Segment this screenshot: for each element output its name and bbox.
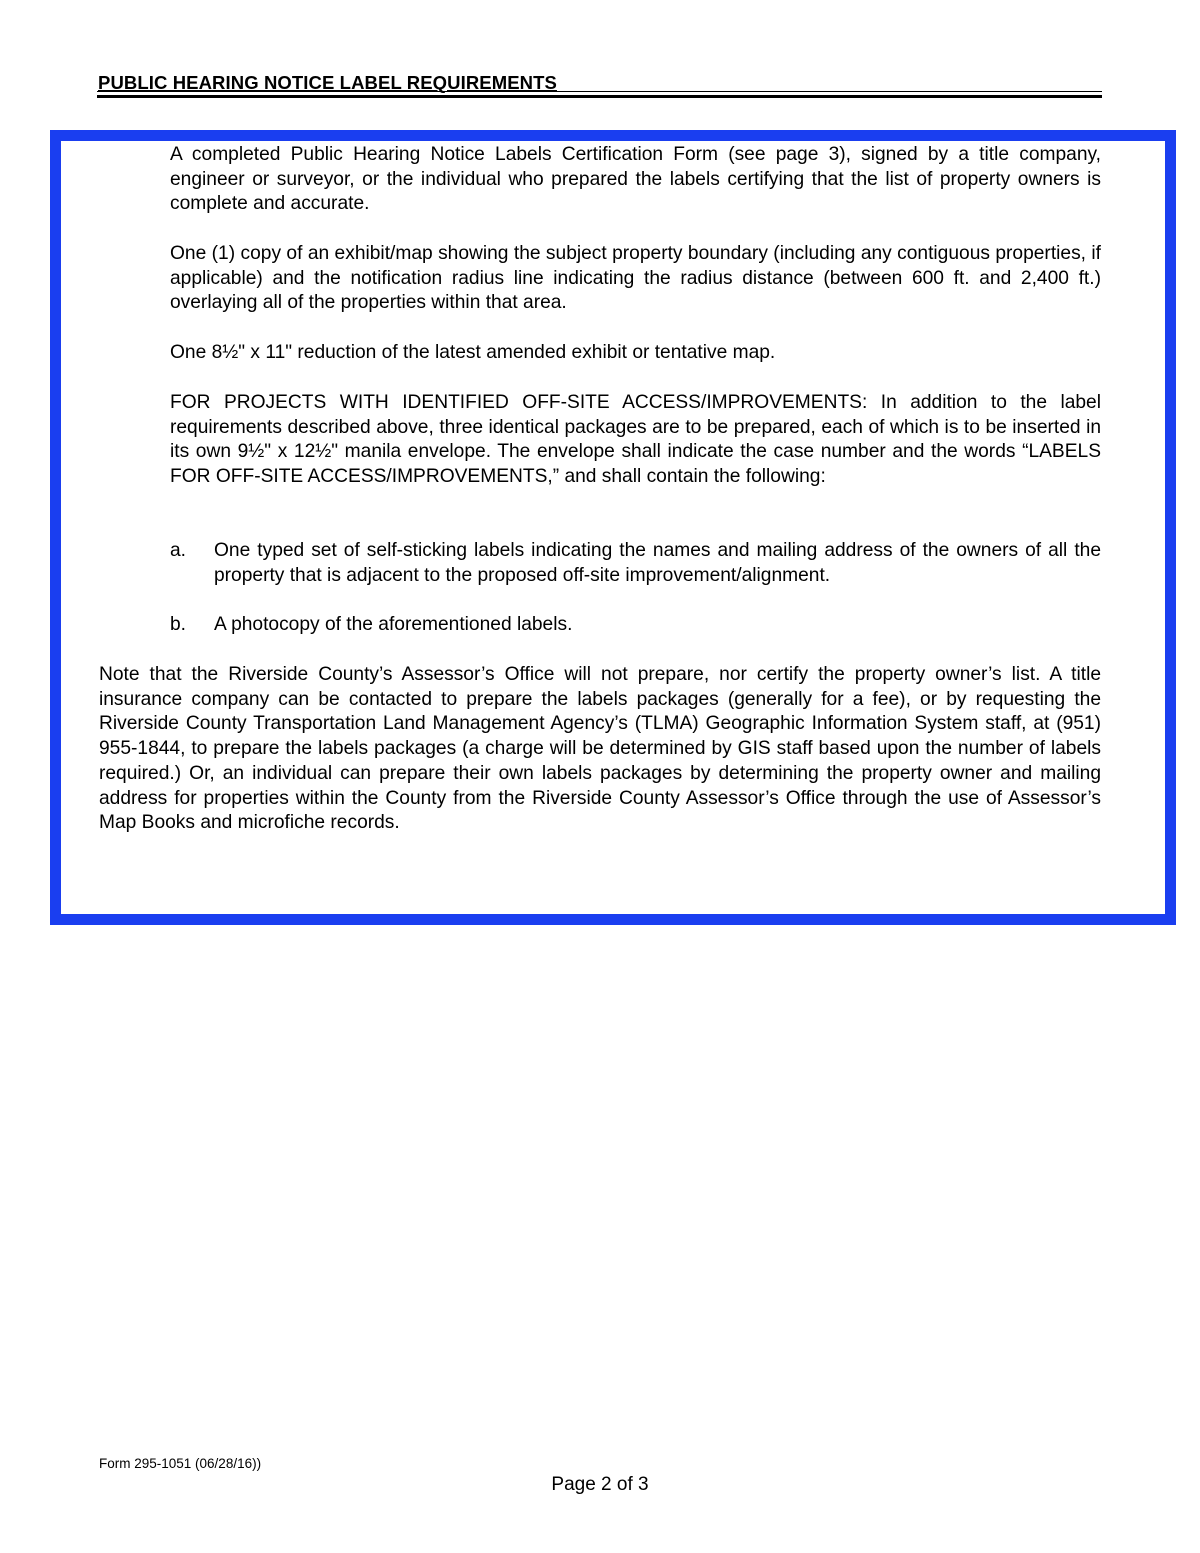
form-number: Form 295-1051 (06/28/16)) <box>99 1456 262 1471</box>
list-marker: a. <box>170 540 187 561</box>
header-rule-thick <box>97 95 1102 98</box>
list-item-text: One typed set of self-sticking labels indicating the names and mailing address of the owners of all the property that is adjacent to the proposed off-site improvement/alignment. <box>214 540 1101 586</box>
certification-form-paragraph: A completed Public Hearing Notice Labels Certification Form (see page 3), signed by a title company, engineer or surveyor, or the individual who prepared the labels certifying that the list of property owners is complete and accurate. <box>170 144 1101 215</box>
list-item <box>170 613 1101 638</box>
list-marker: b. <box>170 614 187 635</box>
list-item <box>170 539 1101 588</box>
exhibit-map-paragraph: One (1) copy of an exhibit/map showing the subject property boundary (including any contiguous properties, if applicable) and the notification radius line indicating the radius distance (between 600 ft. and 2,400 ft.) overlaying all of the properties within that area. <box>170 243 1101 314</box>
page-number: Page 2 of 3 <box>551 1474 649 1495</box>
offsite-paragraph: FOR PROJECTS WITH IDENTIFIED OFF-SITE ACCESS/IMPROVEMENTS: In addition to the label requirements described above, three identical packages are to be prepared, each of which is to be inserted in its own 9½" x 12½" manila envelope. The envelope shall indicate the case number and the words “LABELS FOR OFF-SITE ACCESS/IMPROVEMENTS,” and shall contain the following: <box>170 392 1101 488</box>
note-paragraph: Note that the Riverside County’s Assessor’s Office will not prepare, nor certify the property owner’s list. A title insurance company can be contacted to prepare the labels packages (generally for a fee), or by requesting the Riverside County Transportation Land Management Agency’s (TLMA) Geographic Information System staff, at (951) 955-1844, to prepare the labels packages (a charge will be determined by GIS staff based upon the number of labels required.) Or, an individual can prepare their own labels packages by determining the property owner and mailing address for properties within the County from the Riverside County Assessor’s Office through the use of Assessor’s Map Books and microfiche records. <box>99 664 1101 834</box>
header-rule-thin <box>97 91 1102 92</box>
reduction-paragraph: One 8½" x 11" reduction of the latest amended exhibit or tentative map. <box>170 342 776 363</box>
page-title: PUBLIC HEARING NOTICE LABEL REQUIREMENTS <box>98 72 557 93</box>
list-item-text: A photocopy of the aforementioned labels. <box>214 614 573 635</box>
